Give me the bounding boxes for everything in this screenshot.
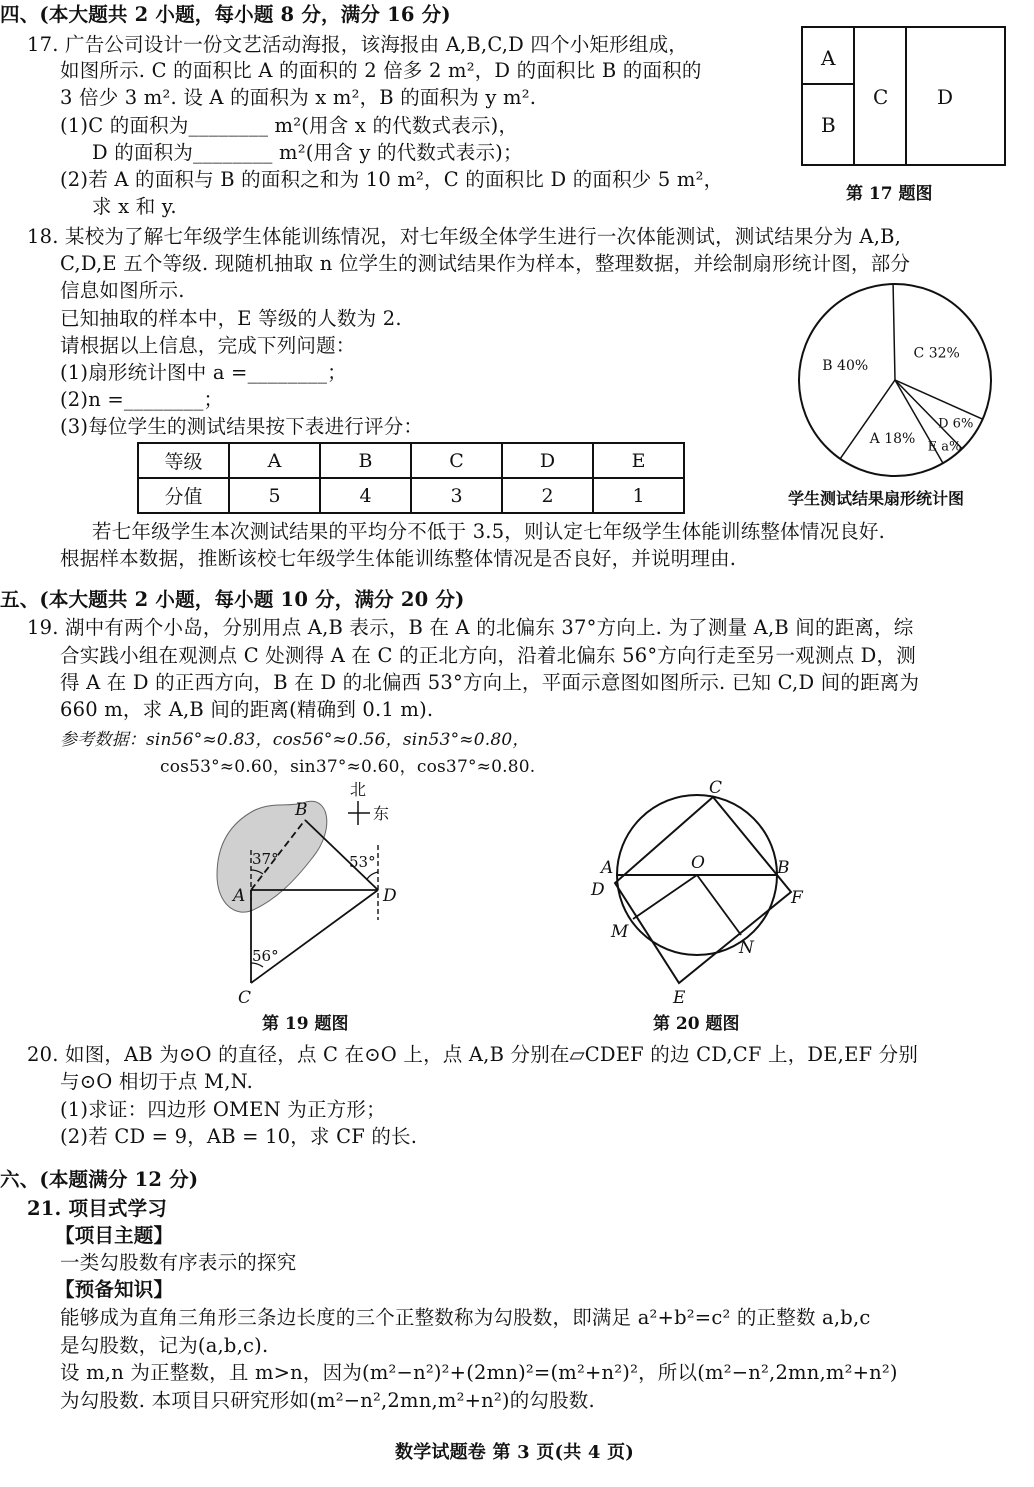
point-b-label: B xyxy=(777,858,790,878)
q20-caption: 第 20 题图 xyxy=(653,1014,740,1034)
q19-reference-1: 参考数据：sin56°≈0.83，cos56°≈0.56，sin53°≈0.80， xyxy=(60,730,530,750)
table-cell: B xyxy=(320,443,411,478)
q18-line-2: C,D,E 五个等级. 现随机抽取 n 位学生的测试结果作为样本，整理数据，并绘制扇形统计图，部分 xyxy=(60,252,911,275)
q21-prereq-4: 为勾股数. 本项目只研究形如(m²−n²,2mn,m²+n²)的勾股数. xyxy=(60,1389,595,1412)
pie-caption: 学生测试结果扇形统计图 xyxy=(788,489,965,508)
q17-caption: 第 17 题图 xyxy=(846,184,933,204)
point-n-label: N xyxy=(739,938,754,958)
q17-label-b: B xyxy=(821,113,836,137)
q20-line-3: (1)求证：四边形 OMEN 为正方形； xyxy=(60,1098,386,1121)
point-m-label: M xyxy=(611,922,629,942)
q18-line-8: (3)每位学生的测试结果按下表进行评分： xyxy=(60,415,424,438)
q19-line-4: 660 m，求 A,B 间的距离(精确到 0.1 m). xyxy=(60,698,434,721)
q18-line-9: 若七年级学生本次测试结果的平均分不低于 3.5，则认定七年级学生体能训练整体情况良好. xyxy=(92,520,886,543)
q17-label-c: C xyxy=(873,85,889,109)
pie-label-c: C 32% xyxy=(913,345,960,362)
q18-line-6: (1)扇形统计图中 a =________； xyxy=(60,361,347,384)
point-c-label: C xyxy=(709,778,723,798)
pie-chart xyxy=(790,280,1010,510)
point-a-label: A xyxy=(233,886,246,906)
q21-theme-heading: 【项目主题】 xyxy=(55,1224,174,1247)
angle-53-label: 53° xyxy=(349,853,376,871)
q20-line-2: 与⊙O 相切于点 M,N. xyxy=(60,1070,254,1093)
q19-reference-2: cos53°≈0.60，sin37°≈0.60，cos37°≈0.80. xyxy=(160,757,536,777)
score-table xyxy=(137,442,685,514)
q21-prereq-heading: 【预备知识】 xyxy=(55,1278,174,1301)
q17-line-1: 17. 广告公司设计一份文艺活动海报，该海报由 A,B,C,D 四个小矩形组成， xyxy=(27,33,688,56)
q17-label-d: D xyxy=(937,85,954,109)
point-d-label: D xyxy=(383,886,397,906)
q18-line-4: 已知抽取的样本中，E 等级的人数为 2. xyxy=(60,307,402,330)
point-a-label: A xyxy=(601,858,614,878)
q17-line-3: 3 倍少 3 m². 设 A 的面积为 x m²，B 的面积为 y m². xyxy=(60,86,537,109)
angle-37-label: 37° xyxy=(252,850,279,868)
q21-title: 21. 项目式学习 xyxy=(27,1197,168,1220)
table-cell: A xyxy=(229,443,320,478)
q17-label-a: A xyxy=(821,46,836,70)
pie-label-d: D 6% xyxy=(938,416,974,432)
q20-line-4: (2)若 CD = 9，AB = 10，求 CF 的长. xyxy=(60,1125,418,1148)
section-5-header: 五、(本大题共 2 小题，每小题 10 分，满分 20 分) xyxy=(0,588,465,611)
section-6-header: 六、(本题满分 12 分) xyxy=(0,1168,199,1191)
table-cell: 等级 xyxy=(138,443,229,478)
q17-line-7: 求 x 和 y. xyxy=(92,195,177,218)
q17-figure xyxy=(795,22,1015,212)
q21-theme: 一类勾股数有序表示的探究 xyxy=(60,1251,297,1274)
pie-label-a: A 18% xyxy=(869,430,916,447)
table-cell: 2 xyxy=(502,478,593,513)
east-label: 东 xyxy=(373,804,390,823)
angle-56-label: 56° xyxy=(252,947,279,965)
q19-caption: 第 19 题图 xyxy=(262,1014,349,1034)
point-e-label: E xyxy=(673,988,686,1008)
q20-line-1: 20. 如图，AB 为⊙O 的直径，点 C 在⊙O 上，点 A,B 分别在▱CDEF 的边 CD,CF 上，DE,EF 分别 xyxy=(27,1043,919,1066)
table-cell: 4 xyxy=(320,478,411,513)
table-cell: C xyxy=(411,443,502,478)
q19-figure xyxy=(205,775,425,1040)
point-c-label: C xyxy=(238,988,252,1008)
point-o-label: O xyxy=(691,853,705,873)
table-row xyxy=(138,478,684,513)
section-4-header: 四、(本大题共 2 小题，每小题 8 分，满分 16 分) xyxy=(0,3,451,26)
q21-prereq-2: 是勾股数，记为(a,b,c). xyxy=(60,1334,269,1357)
q17-line-2: 如图所示. C 的面积比 A 的面积的 2 倍多 2 m²，D 的面积比 B 的面积的 xyxy=(60,59,702,82)
q21-prereq-1: 能够成为直角三角形三条边长度的三个正整数称为勾股数，即满足 a²+b²=c² 的正整数 a,b,c xyxy=(60,1306,871,1329)
q18-line-5: 请根据以上信息，完成下列问题： xyxy=(60,334,356,357)
q18-line-7: (2)n =________； xyxy=(60,388,224,411)
point-b-label: B xyxy=(295,800,308,820)
table-cell: 5 xyxy=(229,478,320,513)
q19-line-1: 19. 湖中有两个小岛，分别用点 A,B 表示，B 在 A 的北偏东 37°方向上. 为了测量 A,B 间的距离，综 xyxy=(27,616,914,639)
pie-label-e: E a% xyxy=(927,439,962,455)
q17-line-6: (2)若 A 的面积与 B 的面积之和为 10 m²，C 的面积比 D 的面积少 5 m²， xyxy=(60,168,724,191)
q19-line-2: 合实践小组在观测点 C 处测得 A 在 C 的正北方向，沿着北偏东 56°方向行走至另一观测点 D，测 xyxy=(60,644,916,667)
table-cell: 3 xyxy=(411,478,502,513)
table-cell: 1 xyxy=(593,478,684,513)
point-d-label: D xyxy=(591,880,605,900)
point-f-label: F xyxy=(791,888,803,908)
table-cell: D xyxy=(502,443,593,478)
table-cell: 分值 xyxy=(138,478,229,513)
page-footer: 数学试题卷 第 3 页(共 4 页) xyxy=(395,1442,635,1463)
q18-line-10: 根据样本数据，推断该校七年级学生体能训练整体情况是否良好，并说明理由. xyxy=(60,547,737,570)
q17-line-4: (1)C 的面积为________ m²(用含 x 的代数式表示)， xyxy=(60,114,519,137)
q17-line-5: D 的面积为________ m²(用含 y 的代数式表示)； xyxy=(92,141,523,164)
pie-label-b: B 40% xyxy=(822,357,869,374)
q20-figure xyxy=(585,775,815,1040)
q18-line-3: 信息如图所示. xyxy=(60,279,185,302)
north-label: 北 xyxy=(350,780,367,799)
table-row xyxy=(138,443,684,478)
q21-prereq-3: 设 m,n 为正整数，且 m>n，因为(m²−n²)²+(2mn)²=(m²+n²)²，所以(m²−n²,2mn,m²+n²) xyxy=(60,1361,898,1384)
table-cell: E xyxy=(593,443,684,478)
q19-line-3: 得 A 在 D 的正西方向，B 在 D 的北偏西 53°方向上，平面示意图如图所示. 已知 C,D 间的距离为 xyxy=(60,671,920,694)
q18-line-1: 18. 某校为了解七年级学生体能训练情况，对七年级全体学生进行一次体能测试，测试结果分为 A,B, xyxy=(27,225,902,248)
